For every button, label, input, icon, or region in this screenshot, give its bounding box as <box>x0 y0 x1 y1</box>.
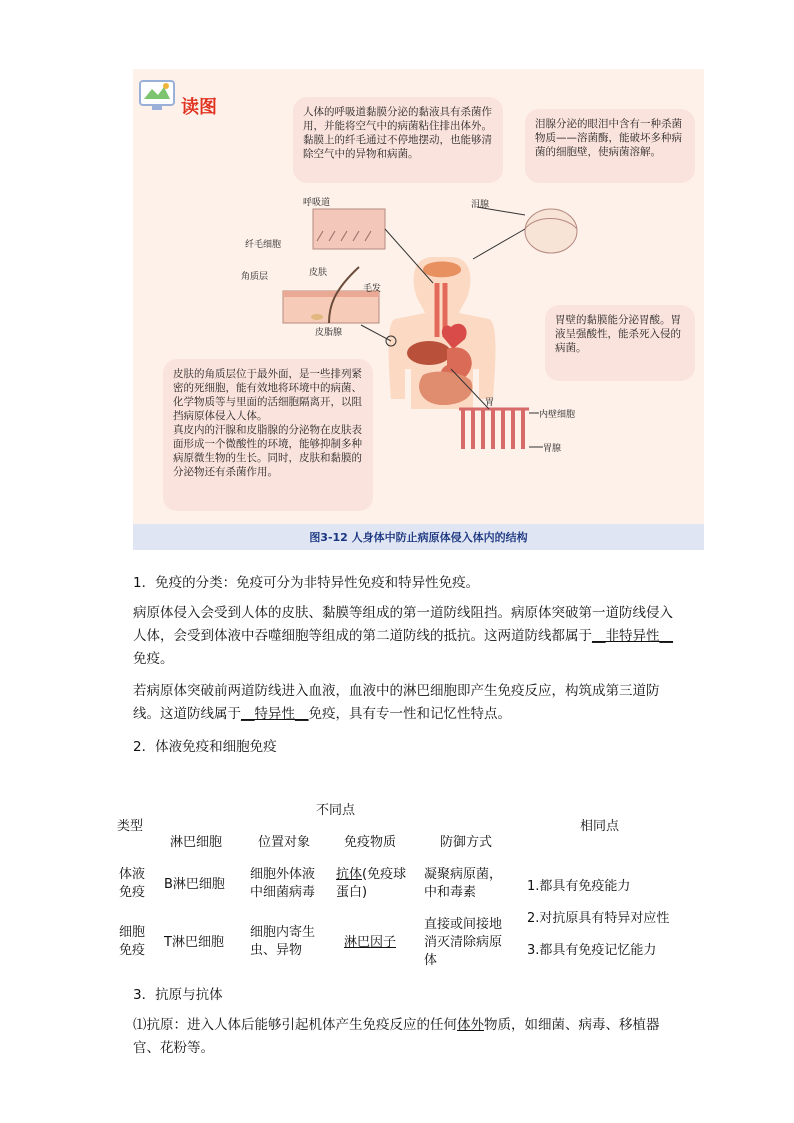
same-point-1: 1.都具有免疫能力 <box>527 879 631 894</box>
bubble-stomach: 胃壁的黏膜能分泌胃酸。胃液呈强酸性，能杀死入侵的病菌。 <box>545 305 695 381</box>
subheader-lymphocyte: 淋巴细胞 <box>170 835 223 850</box>
section1-paragraph2 <box>133 680 673 726</box>
stomach-wall-sample <box>463 409 523 449</box>
label-tear-gland: 泪腺 <box>471 200 490 210</box>
row1-type: 体液 免疫 <box>119 867 146 900</box>
row2-substance-key: 淋巴因子 <box>344 935 397 950</box>
airway-sample <box>313 209 385 249</box>
label-gastric-gland: 胃腺 <box>543 444 562 454</box>
section1-p2-text: 若病原体突破前两道防线进入血液，血液中的淋巴细胞即产生免疫反应，构筑成第三道防线。这道防线属于 <box>133 683 660 722</box>
label-inner-cells: 内壁细胞 <box>539 410 576 420</box>
section3-p1-text: ⑴抗原：进入人体后能够引起机体产生免疫反应的任何 <box>133 1017 457 1033</box>
liver <box>407 341 451 365</box>
bubble-skin: 皮肤的角质层位于最外面，是一些排列紧密的死细胞，能有效地将环境中的病菌、化学物质等与里面的活细胞隔离开，以阻挡病原体侵入人体。 真皮内的汗腺和皮脂腺的分泌物在皮肤表面形成一个微酸性的环境，能够抑制多种病原微生物的生长。同时，皮肤和黏膜的分泌物还有杀菌作用。 <box>163 359 373 511</box>
figure-caption: 图3-12 人身体中防止病原体侵入体内的结构 <box>309 531 528 544</box>
row2-cell: T淋巴细胞 <box>164 935 224 950</box>
subheader-substance: 免疫物质 <box>344 835 397 850</box>
row1-substance <box>336 866 416 902</box>
section1-p2-end: 免疫，具有专一性和记忆性特点。 <box>308 706 511 722</box>
row1-substance-rest: (免疫球 蛋白) <box>336 867 407 900</box>
bubble-tear: 泪腺分泌的眼泪中含有一种杀菌物质——溶菌酶，能破坏多种病菌的细胞壁，使病菌溶解。 <box>525 109 695 183</box>
row2-type: 细胞 免疫 <box>119 925 146 958</box>
label-skin: 皮肤 <box>309 268 328 278</box>
brain <box>423 262 461 278</box>
row1-target: 细胞外体液 中细菌病毒 <box>250 867 316 900</box>
section1-p2-blank: __特异性__ <box>241 706 309 722</box>
subheader-defense: 防御方式 <box>440 835 493 850</box>
row1-substance-key: 抗体 <box>336 867 363 882</box>
row2-defense: 直接或间接地 消灭清除病原 体 <box>424 917 503 968</box>
row1-cell: B淋巴细胞 <box>164 877 225 892</box>
section1-heading: 1．免疫的分类：免疫可分为非特异性免疫和特异性免疫。 <box>133 575 480 591</box>
header-type: 类型 <box>117 819 144 834</box>
label-airway: 呼吸道 <box>303 198 331 208</box>
label-stomach: 胃 <box>485 398 495 408</box>
label-horny-layer: 角质层 <box>241 272 269 282</box>
section1-p1-end: 免疫。 <box>133 651 174 667</box>
section1-p1-text: 病原体侵入会受到人体的皮肤、黏膜等组成的第一道防线阻挡。病原体突破第一道防线侵入人体，会受到体液中吞噬细胞等组成的第二道防线的抵抗。这两道防线都属于 <box>133 605 673 644</box>
section3-p1-end: 物质，如细菌、病毒、移植器官、花粉等。 <box>133 1017 660 1056</box>
body-illustration <box>133 69 704 550</box>
subheader-target: 位置对象 <box>258 835 311 850</box>
same-point-3: 3.都具有免疫记忆能力 <box>527 943 657 958</box>
figure-badge: 读图 <box>181 97 217 118</box>
section1-p1-blank: __非特异性__ <box>592 628 673 644</box>
figure-3-12 <box>133 69 704 550</box>
bubble-respiratory: 人体的呼吸道黏膜分泌的黏液具有杀菌作用，并能将空气中的病菌粘住排出体外。黏膜上的纤毛通过不停地摆动，也能够清除空气中的异物和病菌。 <box>293 97 503 183</box>
eye-sample <box>525 209 577 253</box>
header-differences: 不同点 <box>316 803 356 818</box>
section1-paragraph1 <box>133 602 673 671</box>
row2-substance <box>344 934 396 952</box>
label-cilia: 纤毛细胞 <box>245 240 282 250</box>
section3-p1-key: 体外 <box>457 1017 484 1033</box>
section3-heading: 3．抗原与抗体 <box>133 987 223 1003</box>
section3-paragraph1 <box>133 1014 673 1060</box>
row2-target: 细胞内寄生 虫、异物 <box>250 925 316 958</box>
label-hair: 毛发 <box>363 284 382 294</box>
row1-defense: 凝聚病原菌， 中和毒素 <box>424 867 503 900</box>
section2-heading: 2．体液免疫和细胞免疫 <box>133 739 277 755</box>
same-point-2: 2.对抗原具有特异对应性 <box>527 911 670 926</box>
label-sebaceous: 皮脂腺 <box>315 328 343 338</box>
header-similarities: 相同点 <box>580 819 620 834</box>
